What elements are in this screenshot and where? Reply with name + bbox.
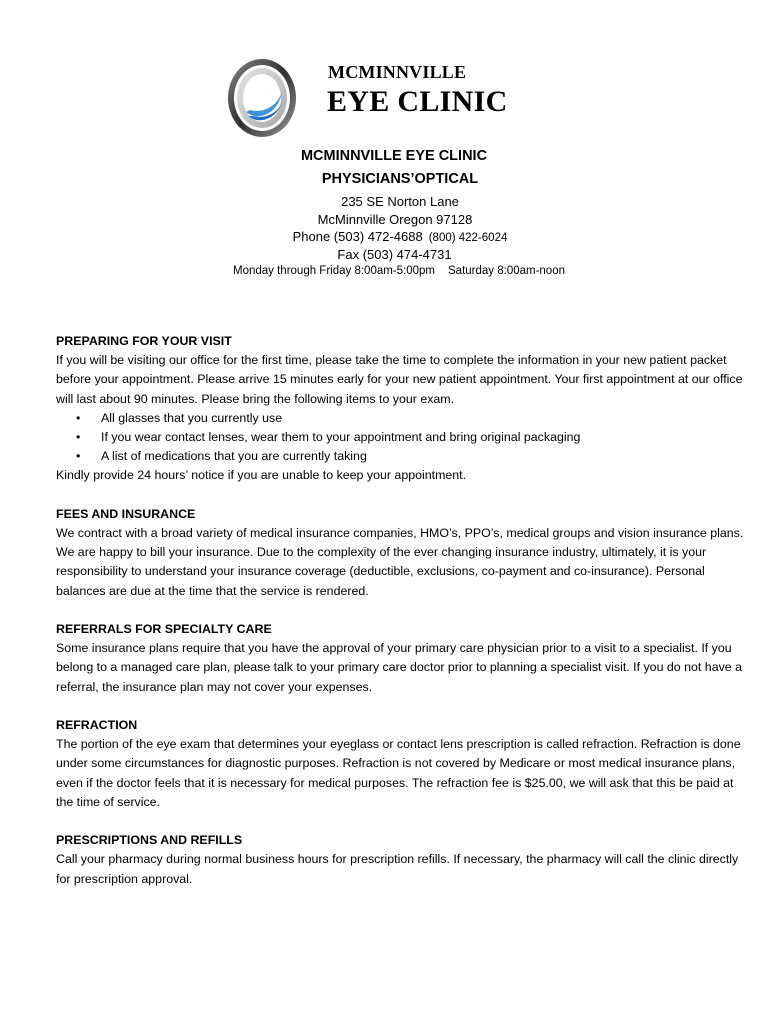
logo-line-2: EYE CLINIC bbox=[327, 85, 508, 118]
document-body bbox=[56, 332, 750, 908]
hours-saturday: Saturday 8:00am-noon bbox=[448, 265, 565, 277]
fax-number: Fax (503) 474-4731 bbox=[337, 247, 452, 262]
list-item: • If you wear contact lenses, wear them to your appointment and bring original packaging bbox=[56, 428, 750, 447]
section-text: We contract with a broad variety of medical insurance companies, HMO’s, PPO’s, medical groups and vision insurance plans. We are happy to bill your insurance. Due to the complexity of the ever changing insurance industry, ultimately, it is your responsibility to understand your insurance coverage (deductible, exclusions, co-payment and co-insurance). Personal balances are due at the time that the service is rendered. bbox=[56, 526, 744, 598]
section-heading: REFRACTION bbox=[56, 718, 138, 733]
section-refraction bbox=[56, 716, 750, 812]
section-text: The portion of the eye exam that determines your eyeglass or contact lens prescription is called refraction. Refraction is done under some circumstances for diagnostic purposes. Refraction is not covered by Medicare or most medical insurance plans, even if the doctor feels that it is necessary for medical purposes. The refraction fee is $25.00, we will ask that this be paid at the time of service. bbox=[56, 737, 741, 809]
section-fees-insurance bbox=[56, 505, 750, 601]
eye-lens-logo-icon bbox=[224, 56, 300, 140]
section-prescriptions bbox=[56, 831, 750, 889]
section-heading: FEES AND INSURANCE bbox=[56, 506, 196, 521]
items-to-bring-list bbox=[56, 409, 750, 467]
section-referrals bbox=[56, 620, 750, 697]
cancellation-note: Kindly provide 24 hours’ notice if you are unable to keep your appointment. bbox=[56, 468, 467, 483]
address-line-2: McMinnville Oregon 97128 bbox=[317, 212, 473, 227]
office-hours bbox=[0, 265, 770, 277]
section-preparing-visit bbox=[56, 332, 750, 486]
phone-alt-number: (800) 422-6024 bbox=[428, 232, 508, 244]
section-heading: PRESCRIPTIONS AND REFILLS bbox=[56, 833, 243, 848]
clinic-name: MCMINNVILLE EYE CLINIC bbox=[300, 148, 488, 164]
list-item: • A list of medications that you are currently taking bbox=[56, 447, 750, 466]
list-item: • All glasses that you currently use bbox=[56, 409, 750, 428]
section-heading: REFERRALS FOR SPECIALTY CARE bbox=[56, 622, 272, 637]
section-heading: PREPARING FOR YOUR VISIT bbox=[56, 334, 232, 348]
logo-line-1: MCMINNVILLE bbox=[328, 62, 467, 82]
section-text: Call your pharmacy during normal business hours for prescription refills. If necessary, the pharmacy will call the clinic directly for prescription approval. bbox=[56, 852, 739, 886]
hours-weekday: Monday through Friday 8:00am-5:00pm bbox=[233, 265, 435, 277]
address-line-1: 235 SE Norton Lane bbox=[341, 194, 459, 209]
phone-number: Phone (503) 472-4688 bbox=[292, 229, 423, 244]
optical-name: PHYSICIANS’OPTICAL bbox=[321, 171, 479, 187]
phone-line bbox=[0, 229, 770, 244]
section-text: Some insurance plans require that you have the approval of your primary care physician prior to a visit to a specialist. If you belong to a managed care plan, please talk to your primary care doctor prior to planning a specialist visit. If you do not have a referral, the insurance plan may not cover your expenses. bbox=[56, 641, 743, 694]
section-text: If you will be visiting our office for the first time, please take the time to complete the information in your new patient packet before your appointment. Please arrive 15 minutes early for your new patient appointment. Your first appointment at our office will last about 90 minutes. Please bring the following items to your exam. bbox=[56, 353, 743, 406]
